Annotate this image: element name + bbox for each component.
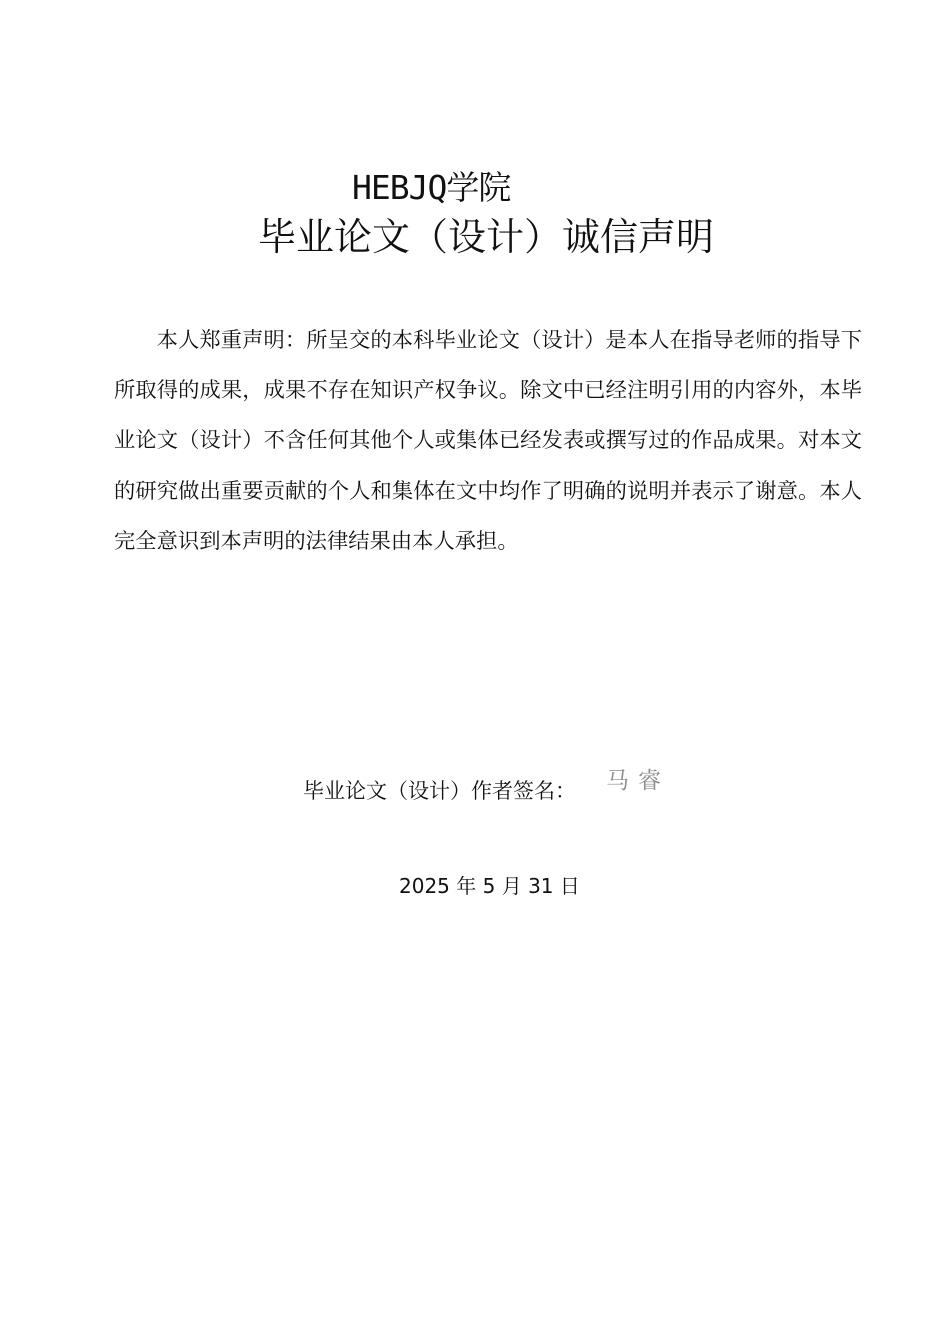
date-day: 31 [528,874,554,898]
signature-label: 毕业论文（设计）作者签名： [303,779,576,803]
institution-name: HEBJQ学院 [352,168,511,207]
date-month: 5 [482,874,496,898]
date-year-unit: 年 [456,874,477,898]
handwritten-signature [606,765,668,799]
declaration-date [399,870,580,902]
date-month-unit: 月 [501,874,522,898]
signature-character-2: 睿 [638,768,661,794]
date-year: 2025 [399,874,450,898]
integrity-statement: 本人郑重声明：所呈交的本科毕业论文（设计）是本人在指导老师的指导下所取得的成果，成果不存在知识产权争议。除文中已经注明引用的内容外，本毕业论文（设计）不含任何其他个人或集体已经发表或撰写过的作品成果。对本文的研究做出重要贡献的个人和集体在文中均作了明确的说明并表示了谢意。本人完全意识到本声明的法律结果由本人承担。 [114,328,862,554]
document-title: 毕业论文（设计）诚信声明 [258,215,715,259]
signature-character-1: 马 [606,768,629,794]
date-day-unit: 日 [559,874,580,898]
